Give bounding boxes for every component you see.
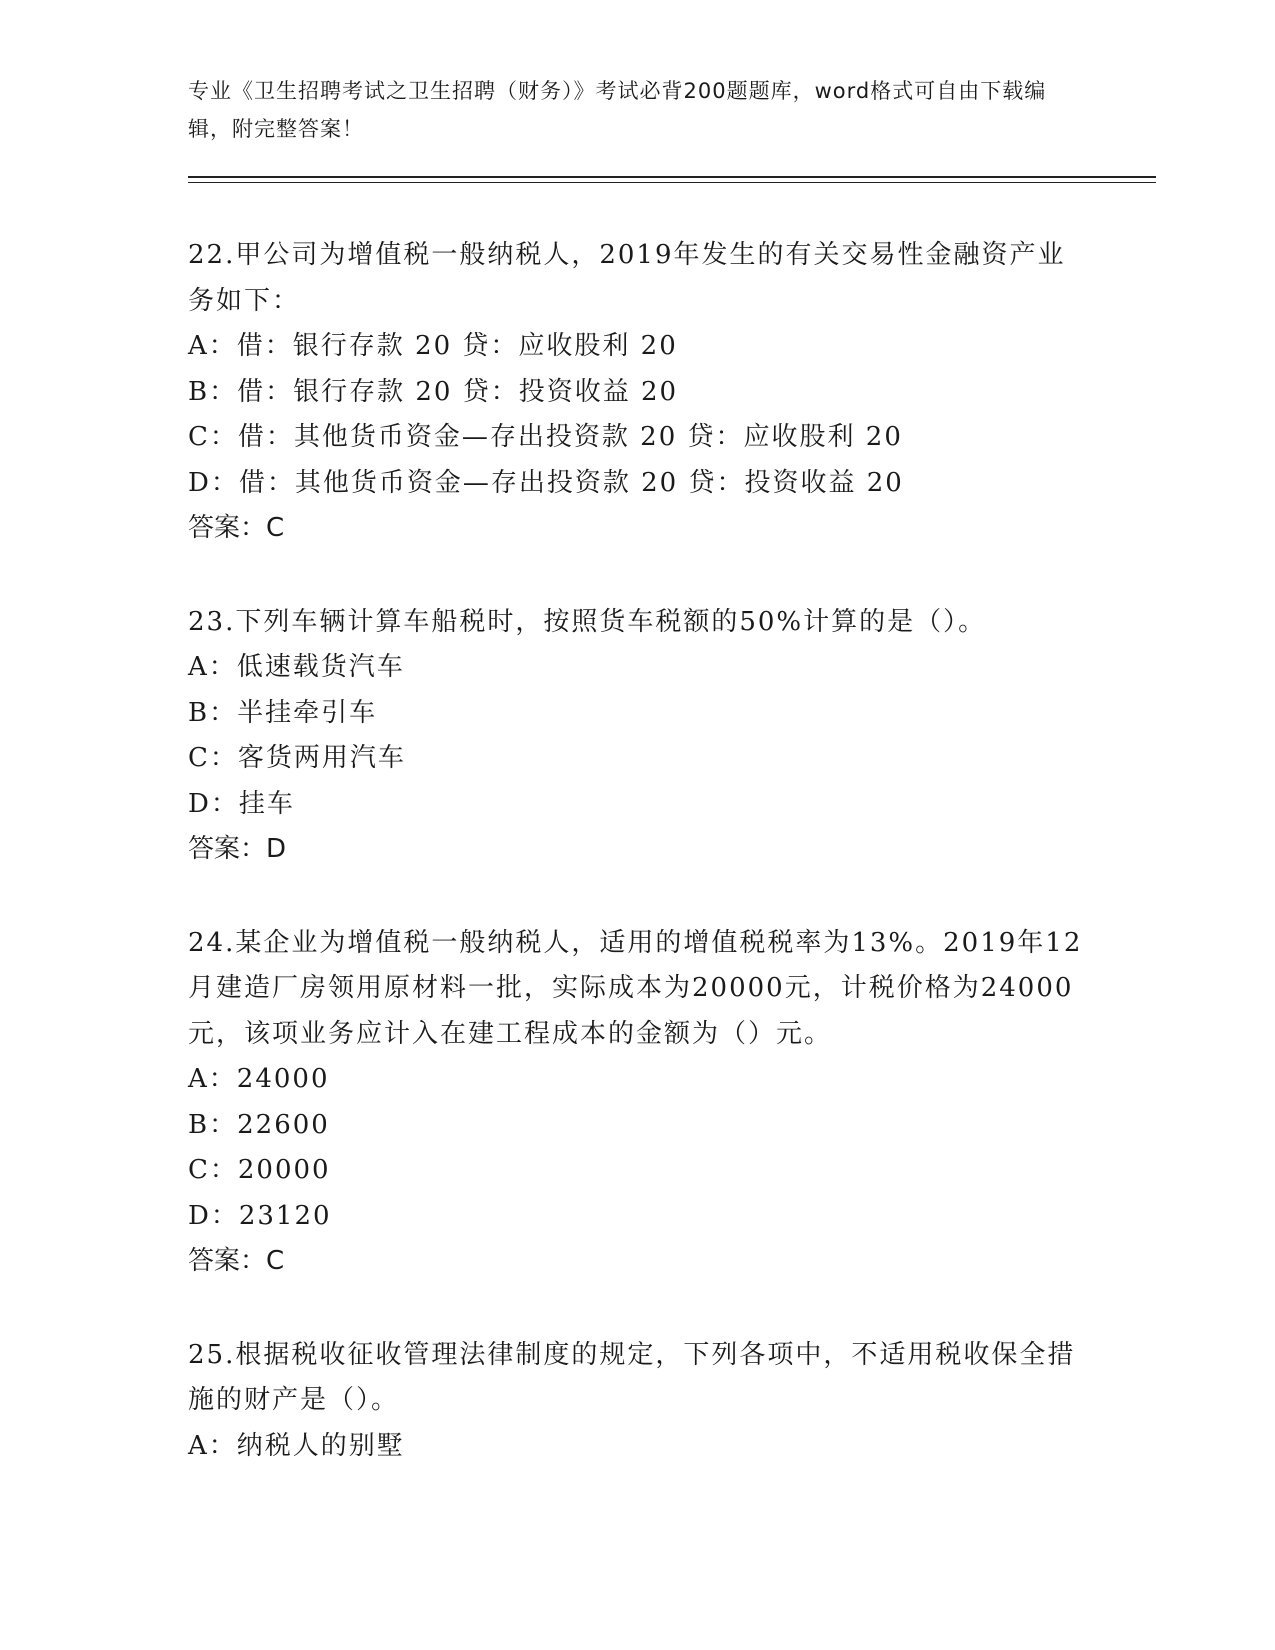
option-c: C：客货两用汽车 [188,743,406,773]
answer-line: 答案：D [188,834,287,864]
option-a: A：24000 [188,1064,330,1094]
option-a: A：借：银行存款 20 贷：应收股利 20 [188,331,678,361]
question-24 [188,921,1088,1285]
document-header [188,72,1068,148]
question-23 [188,600,1088,873]
answer-line: 答案：C [188,1246,285,1276]
option-d: D：23120 [188,1200,332,1231]
option-c: C：20000 [188,1155,331,1185]
header-divider [188,176,1156,183]
option-d: D：借：其他货币资金—存出投资款 20 贷：投资收益 20 [188,467,904,498]
answer-line: 答案：C [188,513,285,543]
question-25 [188,1333,1088,1470]
question-stem: 23.下列车辆计算车船税时，按照货车税额的50%计算的是（）。 [188,606,987,637]
question-22 [188,233,1088,552]
option-b: B：借：银行存款 20 贷：投资收益 20 [188,376,679,407]
question-stem: 24.某企业为增值税一般纳税人，适用的增值税税率为13%。2019年12月建造厂房领用原材料一批，实际成本为20000元，计税价格为24000元，该项业务应计入在建工程成本的金额为（）元。 [188,927,1083,1049]
option-a: A：低速载货汽车 [188,652,405,682]
question-stem: 25.根据税收征收管理法律制度的规定，下列各项中，不适用税收保全措施的财产是（）。 [188,1339,1076,1415]
option-b: B：半挂牵引车 [188,697,378,728]
option-a: A：纳税人的别墅 [188,1430,405,1461]
option-b: B：22600 [188,1109,330,1140]
question-stem: 22.甲公司为增值税一般纳税人，2019年发生的有关交易性金融资产业务如下： [188,240,1066,316]
option-d: D：挂车 [188,788,295,819]
option-c: C：借：其他货币资金—存出投资款 20 贷：应收股利 20 [188,422,903,452]
document-title: 专业《卫生招聘考试之卫生招聘（财务）》考试必背200题题库，word格式可自由下载编辑，附完整答案！ [188,79,1047,141]
question-list [188,233,1088,1517]
